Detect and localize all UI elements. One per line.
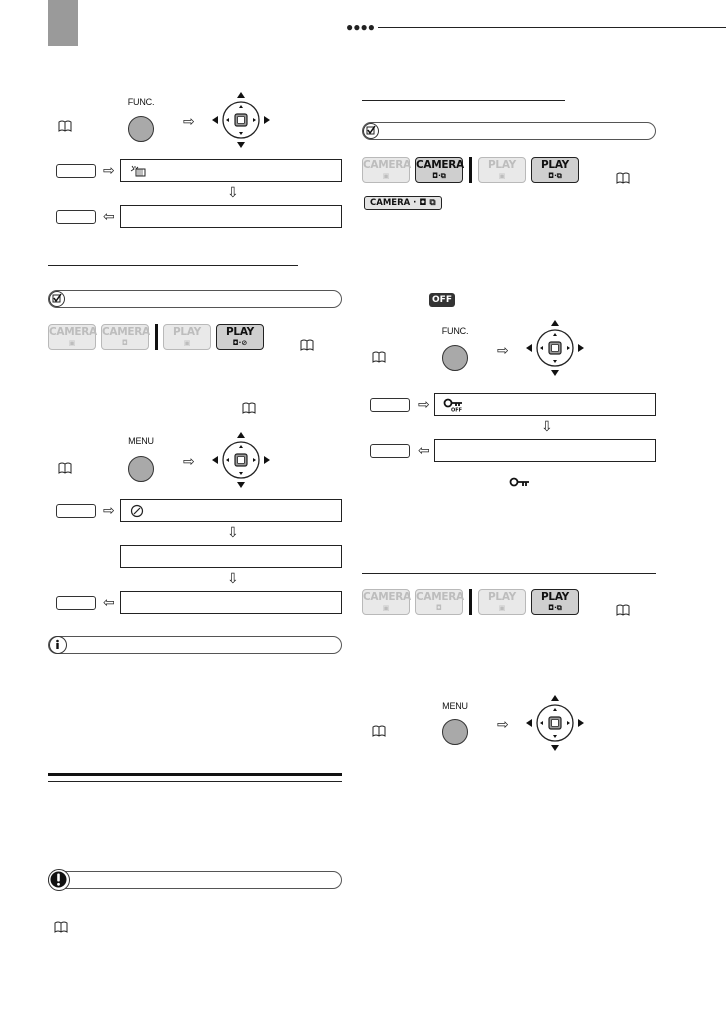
off-badge: OFF [429, 293, 455, 307]
menu-label: MENU [442, 701, 468, 711]
setting-box [434, 393, 656, 416]
caution-icon [48, 869, 70, 891]
arrow-down-icon: ⇩ [227, 524, 239, 540]
step-box [56, 164, 96, 178]
mode-play-movie: PLAY ▣ [478, 589, 526, 615]
mode-label-camera-photo: CAMERA · ◘ ⧉ [364, 196, 442, 210]
arrow-right-icon: ⇨ [497, 716, 509, 732]
section-rule [362, 573, 656, 574]
step-box [56, 210, 96, 224]
arrow-left-icon: ⇦ [418, 442, 430, 458]
info-icon [49, 636, 67, 654]
mode-camera-photo: CAMERA ◘ [101, 324, 149, 350]
func-button[interactable] [442, 345, 468, 371]
effect-icon [130, 165, 146, 177]
book-reference-icon [372, 351, 386, 363]
joystick-icon[interactable] [526, 695, 584, 751]
menu-button[interactable] [128, 456, 154, 482]
book-reference-icon [372, 725, 386, 737]
book-reference-icon [242, 402, 256, 414]
mode-camera-photo: CAMERA ◘ [415, 589, 463, 615]
setting-box [120, 591, 342, 614]
caution-bar [48, 871, 342, 889]
mode-camera-movie: CAMERA ▣ [48, 324, 96, 350]
step-box [370, 444, 410, 458]
mode-divider [155, 324, 158, 350]
book-reference-icon [58, 120, 72, 132]
step-box [56, 504, 96, 518]
func-button[interactable] [128, 116, 154, 142]
arrow-right-icon: ⇨ [103, 502, 115, 518]
chapter-tab [48, 0, 78, 46]
section-rule [48, 781, 342, 782]
checklist-bar [362, 122, 656, 140]
arrow-right-icon: ⇨ [418, 396, 430, 412]
header-rule [378, 27, 726, 28]
mode-divider [469, 589, 472, 615]
arrow-down-icon: ⇩ [541, 418, 553, 434]
book-reference-icon [616, 604, 630, 616]
joystick-icon[interactable] [526, 320, 584, 376]
arrow-right-icon: ⇨ [183, 453, 195, 469]
mode-camera-movie: CAMERA ▣ [362, 589, 410, 615]
mode-play-movie: PLAY ▣ [478, 157, 526, 183]
arrow-down-icon: ⇩ [227, 570, 239, 586]
mode-play-photo: PLAY ◘·⧉ [531, 589, 579, 615]
checklist-bar [48, 290, 342, 308]
setting-box [120, 159, 342, 182]
book-reference-icon [616, 172, 630, 184]
svg-text:OFF: OFF [451, 407, 463, 412]
setting-box [120, 545, 342, 568]
arrow-right-icon: ⇨ [183, 113, 195, 129]
mode-play-photo: PLAY ◘·⧉ [531, 157, 579, 183]
arrow-left-icon: ⇦ [103, 594, 115, 610]
mode-camera-movie: CAMERA ▣ [362, 157, 410, 183]
book-reference-icon [54, 921, 68, 933]
setting-box [120, 499, 342, 522]
joystick-icon[interactable] [212, 432, 270, 488]
joystick-icon[interactable] [212, 92, 270, 148]
arrow-down-icon: ⇩ [227, 184, 239, 200]
header-dots: ●●●● [346, 20, 375, 34]
section-rule [362, 100, 565, 101]
setting-box [120, 205, 342, 228]
checklist-icon [363, 123, 379, 139]
checklist-icon [49, 291, 65, 307]
func-label: FUNC. [441, 326, 469, 336]
arrow-left-icon: ⇦ [103, 208, 115, 224]
menu-button[interactable] [442, 719, 468, 745]
book-reference-icon [58, 462, 72, 474]
key-off-icon [443, 398, 465, 412]
step-box [370, 398, 410, 412]
mode-play-photo: PLAY ◘·⊘ [216, 324, 264, 350]
step-box [56, 596, 96, 610]
section-rule [48, 265, 298, 266]
section-rule-thick [48, 773, 342, 776]
mode-camera-photo: CAMERA ◘·⧉ [415, 157, 463, 183]
protect-disc-icon [130, 504, 144, 518]
book-reference-icon [300, 339, 314, 351]
setting-box [434, 439, 656, 462]
mode-divider [469, 157, 472, 183]
func-label: FUNC. [127, 97, 155, 107]
mode-play-movie: PLAY ▣ [163, 324, 211, 350]
key-icon [509, 477, 531, 487]
arrow-right-icon: ⇨ [497, 342, 509, 358]
arrow-right-icon: ⇨ [103, 162, 115, 178]
info-bar [48, 636, 342, 654]
menu-label: MENU [128, 436, 154, 446]
